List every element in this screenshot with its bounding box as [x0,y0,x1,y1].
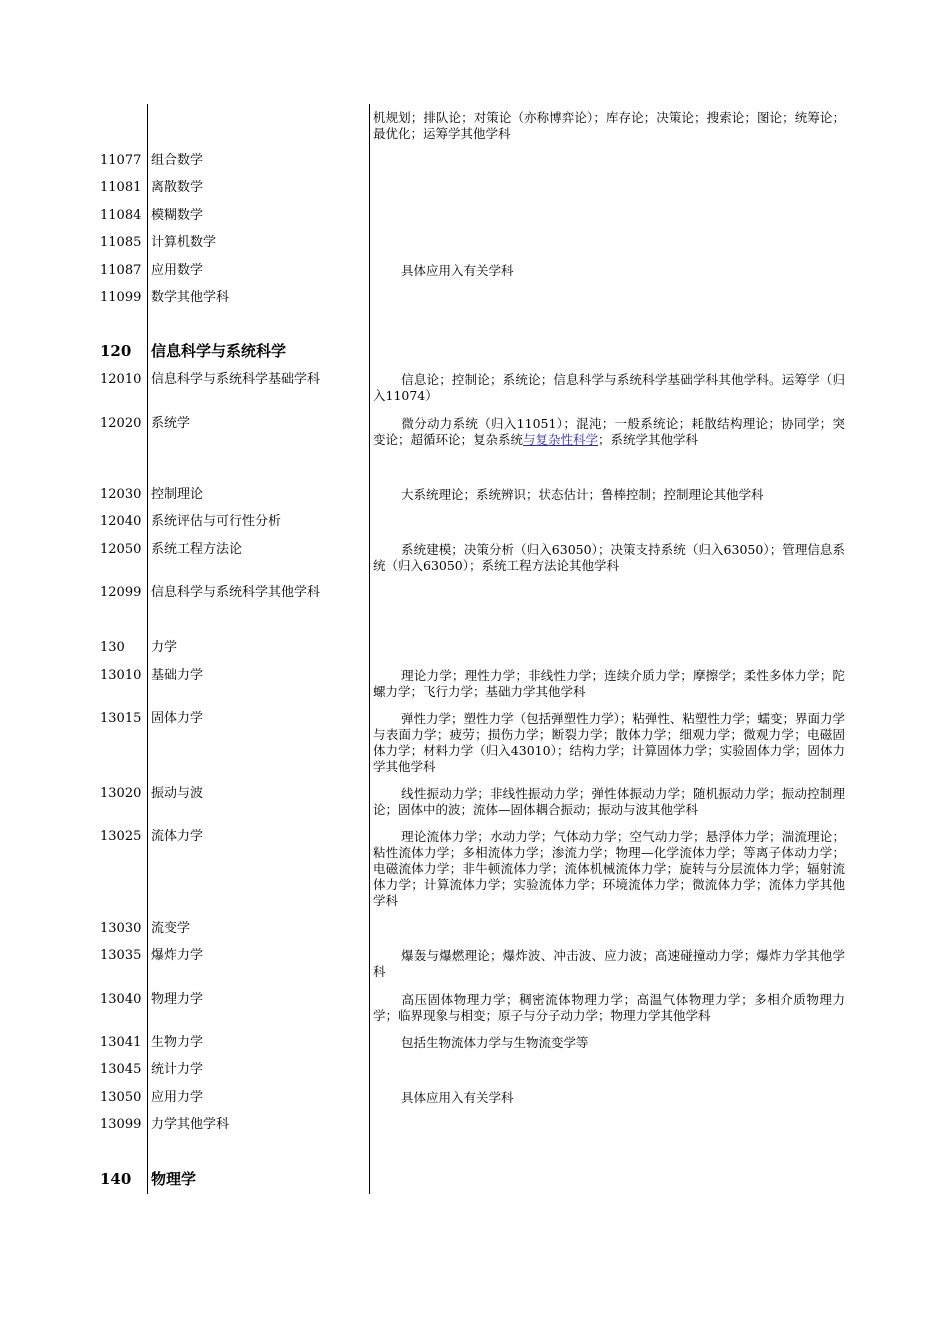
row-code: 13099 [100,1117,142,1132]
row-code: 13041 [100,1035,142,1050]
row-note [373,948,845,980]
row-note-link[interactable]: 与复杂性科学 [523,432,599,447]
row-note [373,263,845,279]
row-code: 11081 [100,180,142,195]
row-name: 统计力学 [151,1062,204,1077]
row-note [373,487,845,503]
row-name: 系统评估与可行性分析 [151,514,282,529]
row-name: 爆炸力学 [151,948,204,963]
section-code: 120 [100,342,132,360]
row-code: 13045 [100,1062,142,1077]
row-note [373,416,845,448]
row-code: 12030 [100,487,142,502]
row-note-text: 信息论；控制论；系统论；信息科学与系统科学基础学科其他学科。运筹学（归入11074） [373,372,845,403]
row-note [373,992,845,1024]
row-name: 应用数学 [151,263,204,278]
row-note [373,1035,845,1051]
row-name: 离散数学 [151,180,204,195]
row-name: 流体力学 [151,829,204,844]
row-name: 基础力学 [151,668,204,683]
row-note-text: 系统建模；决策分析（归入63050）；决策支持系统（归入63050）；管理信息系统（归入63050）；系统工程方法论其他学科 [373,542,845,573]
row-name: 振动与波 [151,786,204,801]
row-note [373,711,845,775]
row-code: 13015 [100,711,142,726]
row-code: 11084 [100,208,142,223]
row-note-text: 爆轰与爆燃理论；爆炸波、冲击波、应力波；高速碰撞动力学；爆炸力学其他学科 [373,948,845,979]
row-name: 计算机数学 [151,235,217,250]
section-code: 130 [100,640,125,655]
section-name: 信息科学与系统科学 [151,342,287,360]
row-code: 12050 [100,542,142,557]
row-note-text: 理论流体力学；水动力学；气体动力学；空气动力学；悬浮体力学；湍流理论；粘性流体力学；多相流体力学；渗流力学；物理—化学流体力学；等离子体动力学；电磁流体力学；非牛顿流体力学；流体机械流体力学；旋转与分层流体力学；辐射流体力学；计算流体力学；实验流体力学；环境流体力学；微流体力学；流体力学其他学科 [373,829,845,908]
row-code: 12040 [100,514,142,529]
row-note [373,829,845,909]
row-code: 13020 [100,786,142,801]
row-name: 流变学 [151,921,191,936]
row-code: 11087 [100,263,142,278]
row-code: 12020 [100,416,142,431]
row-name: 系统工程方法论 [151,542,243,557]
row-name: 模糊数学 [151,208,204,223]
row-name: 信息科学与系统科学基础学科 [151,372,321,387]
row-code: 13050 [100,1090,142,1105]
row-note [373,542,845,574]
row-name: 控制理论 [151,487,204,502]
row-note-text: 包括生物流体力学与生物流变学等 [401,1035,589,1050]
row-code: 12010 [100,372,142,387]
row-code: 11085 [100,235,142,250]
row-note-text: 大系统理论；系统辨识；状态估计；鲁棒控制；控制理论其他学科 [401,487,764,502]
row-name: 应用力学 [151,1090,204,1105]
row-name: 力学其他学科 [151,1117,230,1132]
row-code: 11099 [100,290,142,305]
section-code: 140 [100,1170,132,1188]
row-note: 机规划；排队论；对策论（亦称博弈论）；库存论；决策论；搜索论；图论；统筹论；最优化；运筹学其他学科 [373,110,845,141]
row-code: 12099 [100,585,142,600]
row-code: 13025 [100,829,142,844]
row-note-text: 线性振动力学；非线性振动力学；弹性体振动力学；随机振动力学；振动控制理论；固体中的波；流体—固体耦合振动；振动与波其他学科 [373,786,845,817]
column-divider-right [369,104,370,1194]
row-name: 生物力学 [151,1035,204,1050]
row-name: 物理力学 [151,992,204,1007]
row-note-text: 弹性力学；塑性力学（包括弹塑性力学）；粘弹性、粘塑性力学；蠕变；界面力学与表面力学；疲劳；损伤力学；断裂力学；散体力学；细观力学；微观力学；电磁固体力学；材料力学（归入43010）；结构力学；计算固体力学；实验固体力学；固体力学其他学科 [373,711,845,774]
row-note [373,1090,845,1106]
row-note-text: 具体应用入有关学科 [401,263,514,278]
row-name: 固体力学 [151,711,204,726]
row-name: 数学其他学科 [151,290,230,305]
row-code: 13040 [100,992,142,1007]
row-code: 13030 [100,921,142,936]
row-code: 13010 [100,668,142,683]
row-note [373,372,845,404]
row-note-text: 理论力学；理性力学；非线性力学；连续介质力学；摩擦学；柔性多体力学；陀螺力学；飞行力学；基础力学其他学科 [373,668,845,699]
row-note-text-tail: ；系统学其他学科 [598,432,699,447]
section-name: 力学 [151,640,178,655]
row-name: 系统学 [151,416,191,431]
row-name: 组合数学 [151,153,204,168]
row-code: 13035 [100,948,142,963]
row-name: 信息科学与系统科学其他学科 [151,585,321,600]
section-name: 物理学 [151,1170,197,1188]
row-code: 11077 [100,153,142,168]
row-note [373,786,845,818]
row-note [373,668,845,700]
row-note-text: 微分动力系统（归入11051）；混沌；一般系统论；耗散结构理论；协同学；突变论；超循环论；复杂系统 [373,416,845,447]
row-note-text: 高压固体物理力学；稠密流体物理力学；高温气体物理力学；多相介质物理力学；临界现象与相变；原子与分子动力学；物理力学其他学科 [373,992,845,1023]
row-note-text: 具体应用入有关学科 [401,1090,514,1105]
